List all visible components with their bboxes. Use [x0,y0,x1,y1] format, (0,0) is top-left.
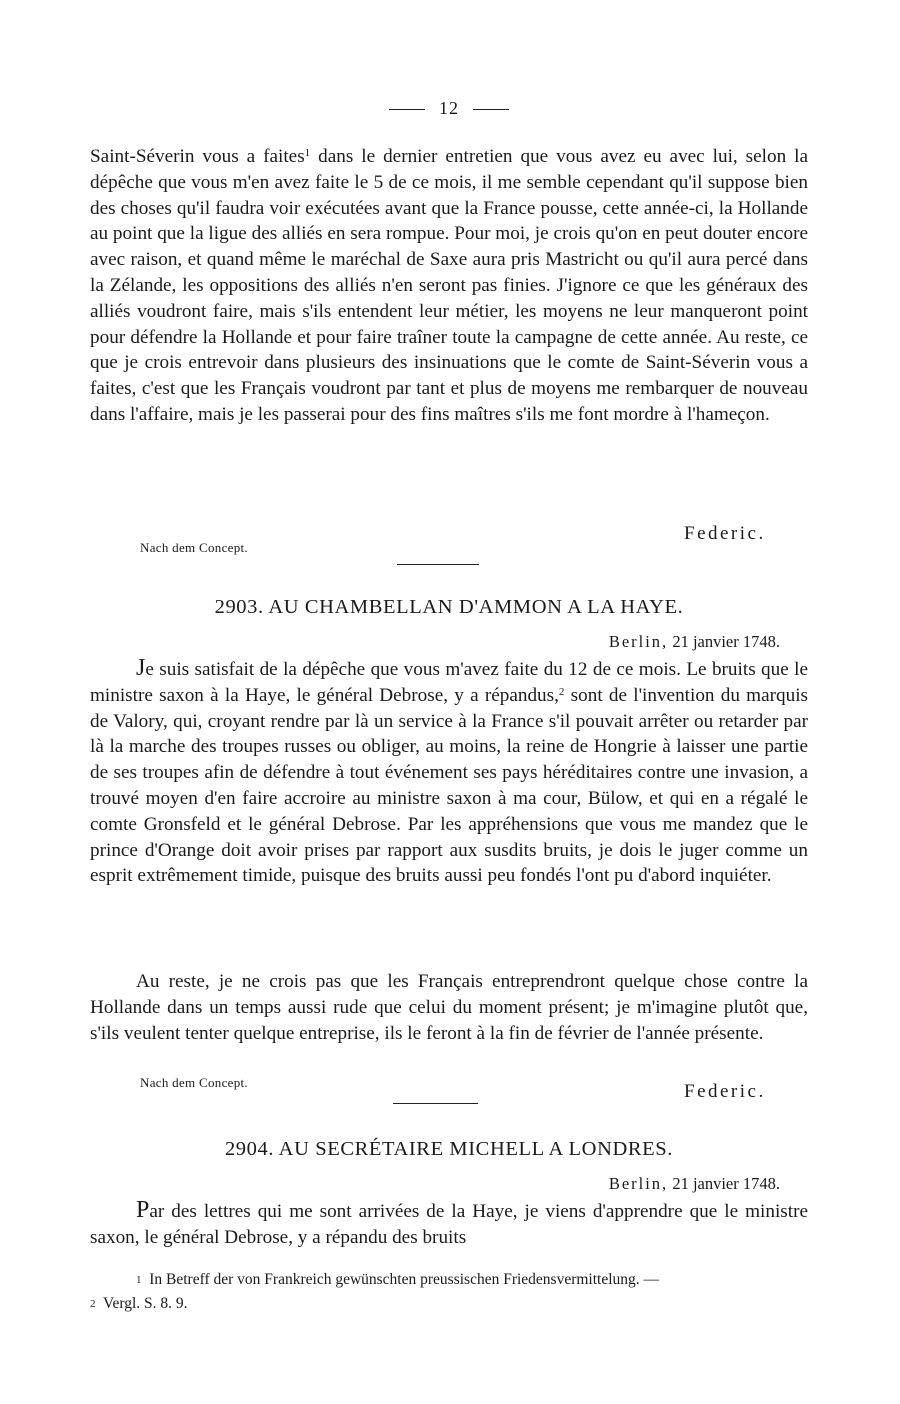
footnotes [90,1268,808,1316]
signature-2903: Federic. [684,1081,766,1102]
letter-heading-2903: 2903. AU CHAMBELLAN D'AMMON A LA HAYE. [214,596,684,618]
dateline-2904: Berlin, 21 janvier 1748. [608,1174,780,1193]
continuation-paragraph: Saint-Séverin vous a faites$^1$ dans le dernier entretien que vous avez eu avec lui, selon la dépêche que vous m'en avez faite le 5 de ce mois, il me semble cependant qu'il suppose bien des choses qu'il faudra voir exécutées avant que la France pousse, cette année-ci, la Hollande au point que la ligue des alliés en sera rompue. Pour moi, je crois qu'on en peut douter encore avec raison, et quand même le maréchal de Saxe aura pris Mastricht ou qu'il aura percé dans la Zélande, les oppositions des alliés n'en seront pas finies. J'ignore ce que les généraux des alliés voudront faire, mais s'ils entendent leur métier, les moyens ne leur manqueront point pour défendre la Hollande et pour faire traîner toute la campagne de cette année. Au reste, ce que je crois entrevoir dans plusieurs des insinuations que le comte de Saint-Séverin vous a faites, c'est que les Français voudront par tant et plus de moyens me rembarquer de nouveau dans l'affaire, mais je les passerai pour des fins maîtres s'ils me font mordre à l'hameçon. [90,146,809,425]
drop-letter-2903: J [136,655,146,681]
section-divider [393,1103,478,1104]
header-rule-left [389,109,425,110]
page-number: 12 [439,98,459,118]
footnote-ref-1[interactable]: 1 [304,147,311,159]
footnote-2: 2 Vergl. S. 8. 9. [90,1295,188,1312]
letter-2903-paragraph-2: Au reste, je ne crois pas que les Français entreprendront quelque chose contre la Hollande dans un temps aussi rude que celui du moment présent; je m'imagine plutôt que, s'ils veulent tenter quelque entreprise, ils le feront à la fin de février de l'année présente. [90,971,808,1044]
page-header [90,98,808,119]
footnote-ref-2[interactable]: 2 [558,685,565,698]
drop-letter-2904: P [136,1197,150,1223]
source-note-2903: Nach dem Concept. [140,1075,248,1090]
letter-2903-paragraph-1: Je suis satisfait de la dépêche que vous m'avez faite du 12 de ce mois. Le bruits que le ministre saxon à la Haye, le général Debrose, y a répandus,$^2$ sont de l'invention du marquis de Valory, qui, croyant rendre par là un service à la France s'il pouvait arrêter ou retarder par là la marche des troupes russes ou obliger, au moins, la reine de Hongrie à laisser une partie de ses troupes afin de défendre à tout événement ses pays héréditaires contre une invasion, a trouvé moyen d'en faire accroire au ministre saxon à ma cour, Bülow, et qui en a régalé le comte Gronsfeld et le général Debrose. Par les appréhensions que vous me mandez que le prince d'Orange doit avoir prises par rapport aux susdits bruits, je dois le juger comme un esprit extrêmement timide, puisque des bruits aussi peu fondés l'ont pu d'abord inquiéter. [90,655,808,887]
letter-2904-paragraph-1: Par des lettres qui me sont arrivées de la Haye, je viens d'apprendre que le ministre saxon, le général Debrose, y a répandu des bruits [90,1197,808,1248]
section-divider [397,564,479,565]
dateline-2903: Berlin, 21 janvier 1748. [608,632,780,651]
footnote-1: 1 In Betreff der von Frankreich gewünschten preussischen Friedensvermittelung. — [136,1271,660,1288]
header-rule-right [473,109,509,110]
signature-continuation: Federic. [684,523,766,544]
source-note-continuation: Nach dem Concept. [140,540,248,555]
letter-heading-2904: 2904. AU SECRÉTAIRE MICHELL A LONDRES. [224,1138,674,1160]
